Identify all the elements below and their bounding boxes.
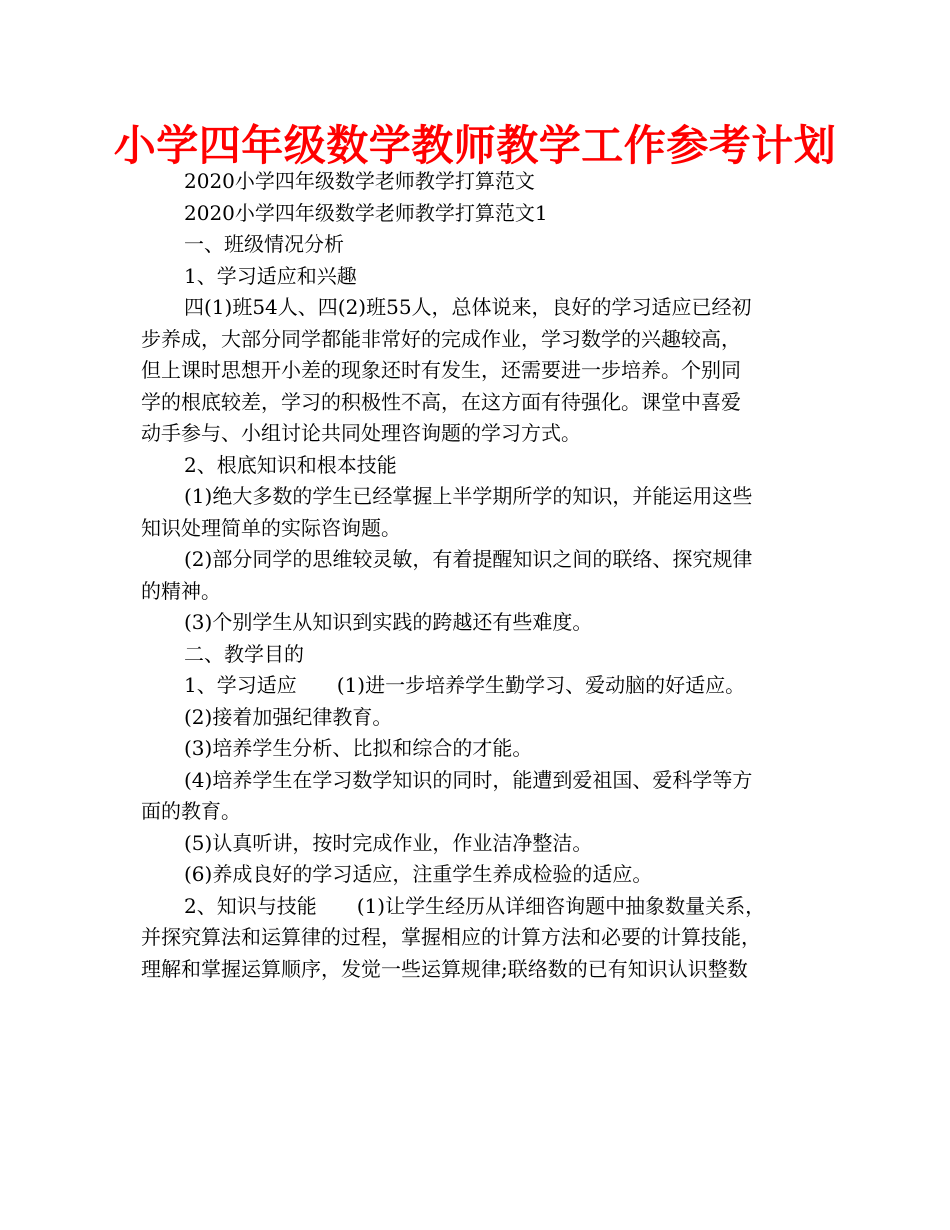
- paragraph-line: (2)部分同学的思维较灵敏，有着提醒知识之间的联络、探究规律: [184, 547, 753, 571]
- paragraph-line: [141, 891, 809, 923]
- paragraph-line: (3)个别学生从知识到实践的跨越还有些难度。: [184, 610, 593, 634]
- paragraph-line: 步养成，大部分同学都能非常好的完成作业，学习数学的兴趣较高，: [141, 326, 741, 351]
- paragraph-line: [141, 670, 809, 702]
- section-heading: 二、教学目的: [184, 641, 304, 666]
- paragraph-text: (1)让学生经历从详细咨询题中抽象数量关系，: [356, 893, 766, 918]
- subsection-heading: 1、学习适应和兴趣: [184, 263, 357, 288]
- paragraph-line: 知识处理简单的实际咨询题。: [141, 515, 401, 540]
- paragraph-line: 2020小学四年级数学老师教学打算范文: [184, 169, 535, 193]
- paragraph-line: (6)养成良好的学习适应，注重学生养成检验的适应。: [184, 862, 653, 886]
- subsection-heading: 1、学习适应: [184, 673, 297, 697]
- paragraph-line: (2)接着加强纪律教育。: [184, 704, 393, 729]
- paragraph-text: (1)进一步培养学生勤学习、爱动脑的好适应。: [336, 673, 746, 697]
- document-title: 小学四年级数学教师教学工作参考计划: [113, 121, 837, 170]
- subsection-heading: 2、根底知识和根本技能: [184, 452, 397, 477]
- paragraph-line: 的精神。: [141, 578, 221, 603]
- paragraph-line: 面的教育。: [141, 799, 241, 823]
- paragraph-line: (1)绝大多数的学生已经掌握上半学期所学的知识，并能运用这些: [184, 484, 753, 508]
- paragraph-line: (3)培养学生分析、比拟和综合的才能。: [184, 736, 533, 760]
- paragraph-line: 学的根底较差，学习的积极性不高，在这方面有待强化。课堂中喜爱: [141, 389, 741, 414]
- paragraph-line: 但上课时思想开小差的现象还时有发生，还需要进一步培养。个别同: [141, 358, 741, 382]
- paragraph-line: (4)培养学生在学习数学知识的同时，能遭到爱祖国、爱科学等方: [184, 767, 753, 792]
- paragraph-line: 2020小学四年级数学老师教学打算范文1: [184, 200, 548, 225]
- paragraph-line: 动手参与、小组讨论共同处理咨询题的学习方式。: [141, 421, 581, 445]
- paragraph-line: 并探究算法和运算律的过程，掌握相应的计算方法和必要的计算技能，: [141, 925, 761, 949]
- section-heading: 一、班级情况分析: [184, 232, 344, 256]
- paragraph-line: 四(1)班54人、四(2)班55人，总体说来，良好的学习适应已经初: [184, 295, 752, 319]
- paragraph-line: (5)认真听讲，按时完成作业，作业洁净整洁。: [184, 830, 593, 855]
- paragraph-line: 理解和掌握运算顺序，发觉一些运算规律;联络数的已有知识认识整数: [141, 956, 748, 981]
- subsection-heading: 2、知识与技能: [184, 893, 317, 918]
- document-body: [141, 166, 809, 985]
